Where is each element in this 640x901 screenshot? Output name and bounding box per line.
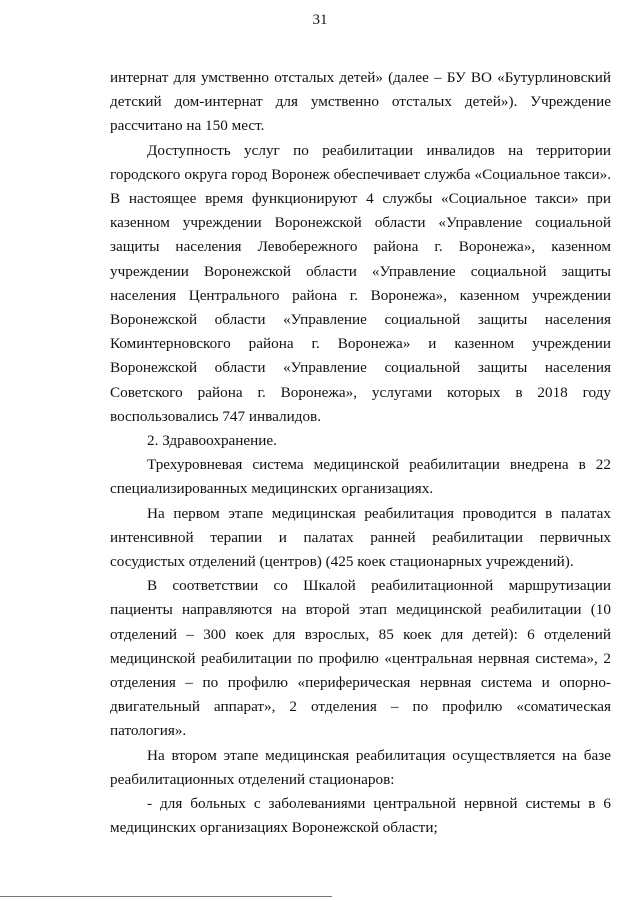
page-number: 31 bbox=[312, 12, 328, 28]
list-item-cns-patients: - для больных с заболеваниями центральной нервной системы в 6 медицинских организациях Воронежской области; bbox=[110, 795, 611, 837]
paragraph-social-taxi: Доступность услуг по реабилитации инвалидов на территории городского округа город Воронеж обеспечивает служба «Социальное такси». В настоящее время функционируют 4 службы «Социальное такси» при казенном учреждении Воронежской области «Управление социальной защиты населения Левобережного района г. Воронежа», казенном учреждении Воронежской области «Управление социальной защиты населения Центрального района г. Воронежа», казенном учреждении Воронежской области «Управление социальной защиты населения Коминтерновского района г. Воронежа» и казенном учреждении Воронежской области «Управление социальной защиты населения Советского района г. Воронежа», услугами которых в 2018 году воспользовались 747 инвалидов. bbox=[110, 141, 611, 425]
section-heading-healthcare: 2. Здравоохранение. bbox=[147, 432, 277, 450]
paragraph-intro-continuation: интернат для умственно отсталых детей» (далее – БУ ВО «Бутурлиновский детский дом-интернат для умственно отсталых детей»). Учреждение рассчитано на 150 мест. bbox=[110, 69, 611, 135]
document-body bbox=[110, 66, 611, 841]
paragraph-routing-scale: В соответствии со Шкалой реабилитационной маршрутизации пациенты направляются на второй этап медицинской реабилитации (10 отделений – 300 коек для взрослых, 85 коек для детей): 6 отделений медицинской реабилитации по профилю «центральная нервная система», 2 отделения – по профилю «периферическая нервная система и опорно-двигательный аппарат», 2 отделения – по профилю «соматическая патология». bbox=[110, 577, 611, 740]
paragraph-three-level-system: Трехуровневая система медицинской реабилитации внедрена в 22 специализированных медицинских организациях. bbox=[110, 456, 611, 498]
paragraph-first-stage: На первом этапе медицинская реабилитация проводится в палатах интенсивной терапии и палатах ранней реабилитации первичных сосудистых отделений (центров) (425 коек стационарных учреждений). bbox=[110, 504, 611, 571]
paragraph-second-stage: На втором этапе медицинская реабилитация осуществляется на базе реабилитационных отделений стационаров: bbox=[110, 746, 611, 788]
footer-rule bbox=[0, 896, 332, 897]
